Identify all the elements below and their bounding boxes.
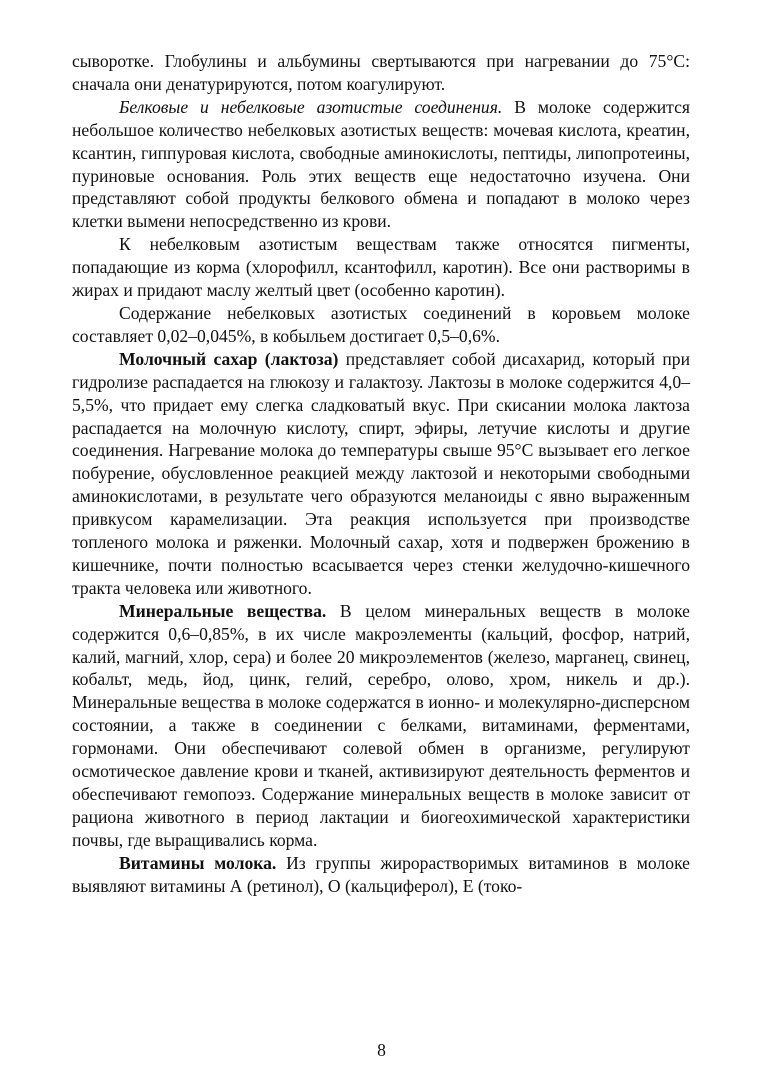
section-heading-lactose: Молочный сахар (лактоза) <box>119 348 339 369</box>
paragraph-minerals <box>72 600 690 852</box>
paragraph-text: В целом минеральных веществ в молоке содержится 0,6–0,85%, в их числе макроэлементы (кальций, фосфор, натрий, калий, магний, хлор, сера) и более 20 микроэлементов (железо, марганец, свинец, кобальт, медь, йод, цинк, гелий, серебро, олово, хром, никель и др.). Минеральные вещества в молоке содержатся в ионно- и молекулярно-дисперсном состоянии, а также в соединении с белками, витаминами, ферментами, гормонами. Они обеспечивают солевой обмен в организме, регулируют осмотическое давление крови и тканей, активизируют деятельность ферментов и обеспечивают гемопоэз. Содержание минеральных веществ в молоке зависит от рациона животного в период лактации и биогеохимической характеристики почвы, где выращивались корма. <box>72 600 690 850</box>
section-heading-vitamins: Витамины молока. <box>119 852 277 873</box>
section-heading-minerals: Минеральные вещества. <box>119 600 327 621</box>
paragraph-globulins <box>72 50 690 96</box>
paragraph-lactose <box>72 348 690 600</box>
paragraph-text: К небелковым азотистым веществам также относятся пигменты, попадающие из корма (хлорофилл, ксантофилл, каротин). Все они растворимы в жирах и придают маслу желтый цвет (особенно каротин). <box>72 234 690 301</box>
paragraph-nitrogen-compounds <box>72 96 690 233</box>
paragraph-vitamins <box>72 852 690 898</box>
paragraph-text: В молоке содержится небольшое количество небелковых азотистых веществ: мочевая кислота, креатин, ксантин, гиппуровая кислота, свободные аминокислоты, пептиды, липопротеины, пуриновые основания. Роль этих веществ еще недостаточно изучена. Они представляют собой продукты белкового обмена и попадают в молоко через клетки вымени непосредственно из крови. <box>72 96 690 232</box>
page-body <box>72 50 690 898</box>
paragraph-text: представляет собой дисахарид, который при гидролизе распадается на глюкозу и галактозу. Лактозы в молоке содержится 4,0–5,5%, что придает ему слегка сладковатый вкус. При скисании молока лактоза распадается на молочную кислоту, спирт, эфиры, летучие кислоты и другие соединения. Нагревание молока до температуры свыше 95°С вызывает его легкое побурение, обусловленное реакцией между лактозой и некоторыми свободными аминокислотами, в результате чего образуются меланоиды с явно выраженным привкусом карамелизации. Эта реакция используется при производстве топленого молока и ряженки. Молочный сахар, хотя и подвержен брожению в кишечнике, почти полностью всасывается через стенки желудочно-кишечного тракта человека или животного. <box>72 348 690 598</box>
paragraph-text: сыворотке. Глобулины и альбумины свертываются при нагревании до 75°С: сначала они денатурируются, потом коагулируют. <box>72 51 690 94</box>
section-heading-nitrogen: Белковые и небелковые азотистые соединения. <box>119 96 503 117</box>
paragraph-text: Из группы жирорастворимых витаминов в молоке выявляют витамины А (ретинол), О (кальциферол), Е (токо- <box>72 852 690 896</box>
paragraph-nitrogen-content <box>72 302 690 348</box>
paragraph-text: Содержание небелковых азотистых соединений в коровьем молоке составляет 0,02–0,045%, в кобыльем достигает 0,5–0,6%. <box>72 302 690 346</box>
page-number: 8 <box>377 1040 386 1060</box>
paragraph-pigments <box>72 233 690 302</box>
